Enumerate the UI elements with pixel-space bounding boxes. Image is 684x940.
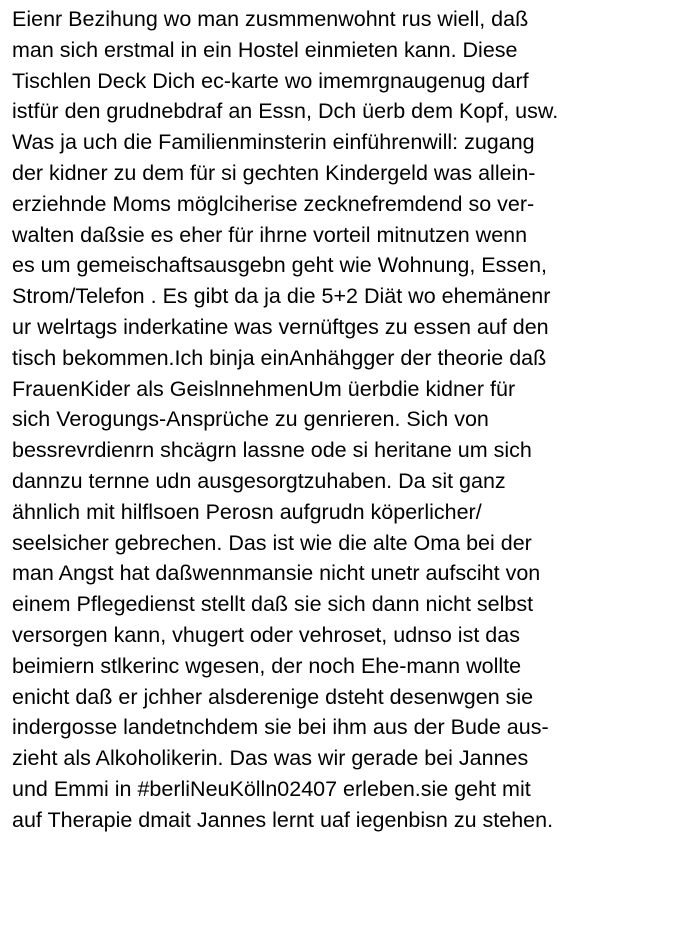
text-line-2: man sich erstmal in ein Hostel einmieten kann. Diese [12,37,518,62]
text-line-7: erziehnde Moms möglciherise zecknefremdend so ver- [12,191,535,216]
text-line-4: istfür den grudnebdraf an Essn, Dch üerb dem Kopf, usw. [12,99,559,124]
text-line-17: ähnlich mit hilflsoen Perosn aufgrudn köperlicher/ [12,499,482,524]
text-line-18: seelsicher gebrechen. Das ist wie die alte Oma bei der [12,530,532,555]
text-line-27: auf Therapie dmait Jannes lernt uaf iegenbisn zu stehen. [12,807,554,832]
text-line-12: tisch bekommen.Ich binja einAnhähgger der theorie daß [12,345,547,370]
text-line-26: und Emmi in #berliNeuKölln02407 erleben.sie geht mit [12,776,531,801]
body-text [12,4,676,836]
text-line-6: der kidner zu dem für si gechten Kindergeld was allein- [12,160,536,185]
text-line-16: dannzu ternne udn ausgesorgtzuhaben. Da sit ganz [12,468,506,493]
text-line-24: indergosse landetnchdem sie bei ihm aus der Bude aus- [12,715,549,740]
text-line-19: man Angst hat daßwennmansie nicht unetr aufsciht von [12,561,541,586]
text-line-3: Tischlen Deck Dich ec-karte wo imemrgnaugenug darf [12,68,529,93]
text-line-21: versorgen kann, vhugert oder vehroset, udnso ist das [12,622,520,647]
text-line-9: es um gemeischaftsausgebn geht wie Wohnung, Essen, [12,253,548,278]
text-line-22: beimiern stlkerinc wgesen, der noch Ehe-mann wollte [12,653,522,678]
text-line-25: zieht als Alkoholikerin. Das was wir gerade bei Jannes [12,746,529,771]
text-line-14: sich Verogungs-Ansprüche zu genrieren. Sich von [12,407,489,432]
text-line-11: ur welrtags inderkatine was vernüftges zu essen auf den [12,314,549,339]
text-line-10: Strom/Telefon . Es gibt da ja die 5+2 Diät wo ehemänenr [12,284,551,309]
text-line-13: FrauenKider als GeislnnehmenUm üerbdie kidner für [12,376,516,401]
text-line-1: Eienr Bezihung wo man zusmmenwohnt rus wiell, daß [12,7,529,31]
text-line-15: bessrevrdienrn shcägrn lassne ode si heritane um sich [12,438,532,463]
text-line-20: einem Pflegedienst stellt daß sie sich dann nicht selbst [12,592,534,617]
text-line-5: Was ja uch die Familienminsterin einführenwill: zugang [12,130,535,155]
text-line-23: enicht daß er jchher alsderenige dsteht desenwgen sie [12,684,534,709]
text-line-8: walten daßsie es eher für ihrne vorteil mitnutzen wenn [12,222,528,247]
